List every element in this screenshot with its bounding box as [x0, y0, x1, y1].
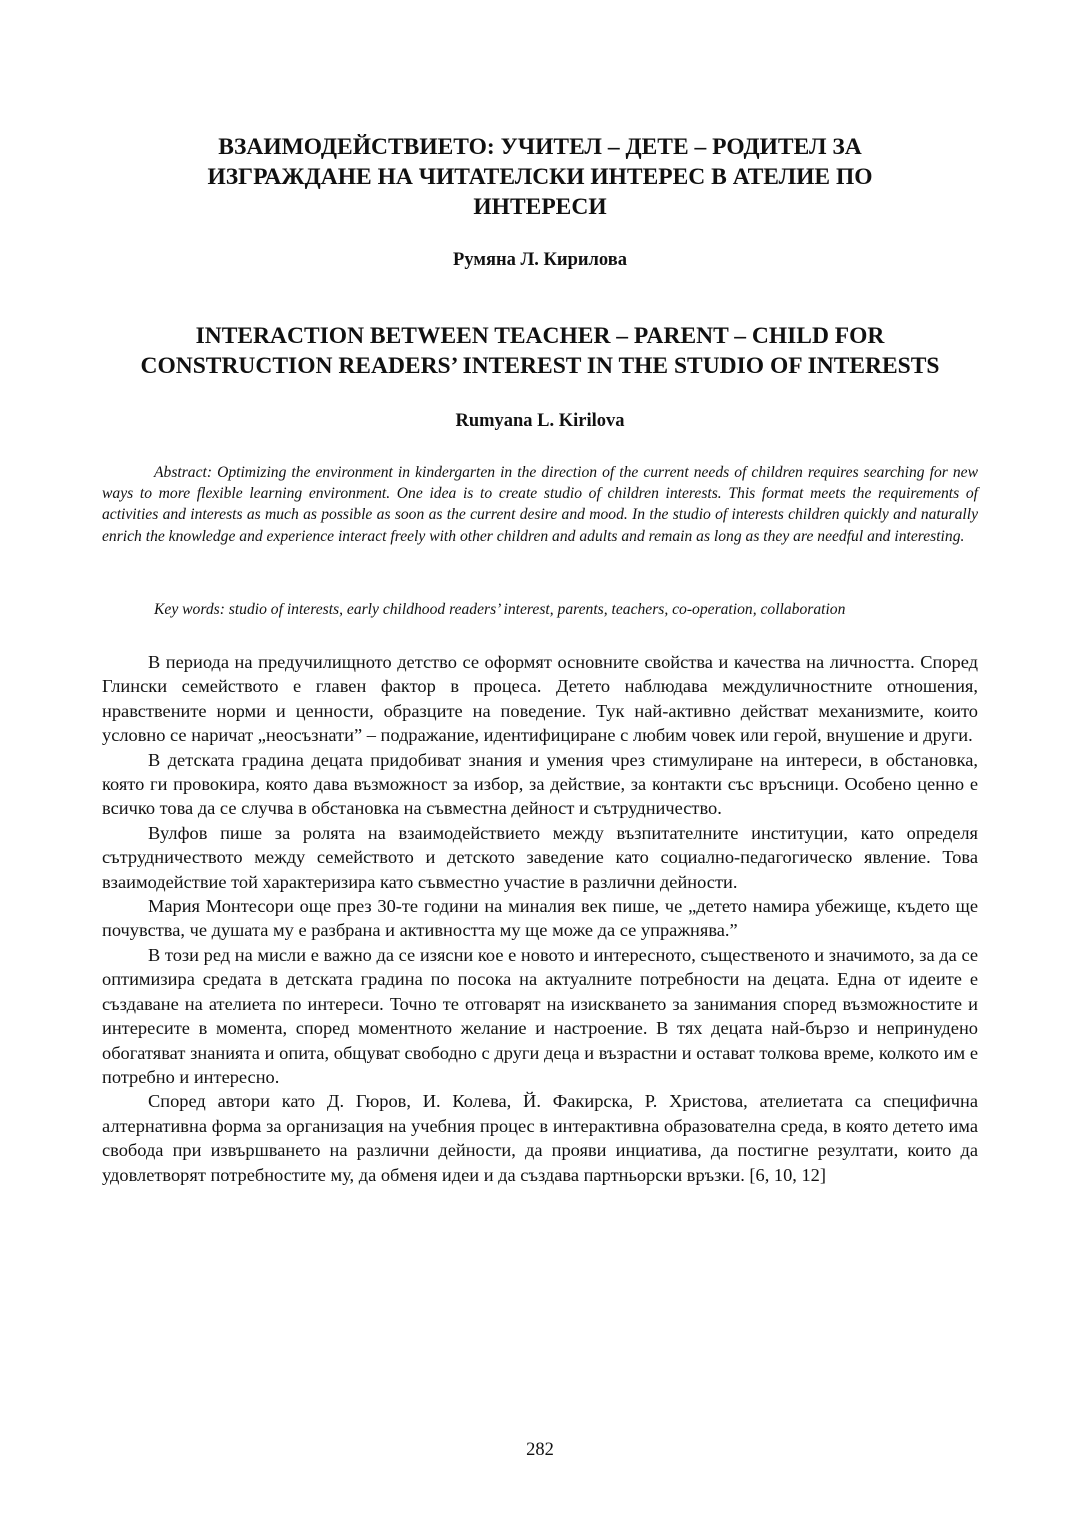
body-text: [102, 650, 978, 1187]
title-english: INTERACTION BETWEEN TEACHER – PARENT – CHILD FOR CONSTRUCTION READERS’ INTEREST IN THE STUDIO OF INTERESTS: [140, 323, 940, 379]
paragraph: В периода на предучилищното детство се оформят основните свойства и качества на личността. Според Глински семейството е главен фактор в процеса. Детето наблюдава междуличностните отношения, нравствените норми и ценности, образците на поведение. Тук най-активно действат механизмите, които условно се наричат „неосъзнати” – подражание, идентифициране с любим човек или герой, внушение и други.: [102, 652, 978, 746]
paragraph: В детската градина децата придобиват знания и умения чрез стимулиране на интереси, в обстановка, която ги провокира, която дава възможност за избор, за действие, за контакти със връсници. Особено ценно е всичко това да се случва в обстановка на съвместна дейност и сътрудничество.: [102, 749, 978, 819]
paragraph: В този ред на мисли е важно да се изясни кое е новото и интересното, същественото и значимото, за да се оптимизира средата в детската градина по посока на актуалните потребности на децата. Една от идеите е създаване на ателиета по интереси. Точно те отговарят на изискването за занимания според възможностите и интересите в момента, според моментното желание и настроение. В тях децата най-бързо и непринудено обогатяват знанията и опита, общуват свободно с други деца и възрастни и остават толкова време, колкото им е потребно и интересно.: [102, 944, 978, 1087]
title-bulgarian: ВЗАИМОДЕЙСТВИЕТО: УЧИТЕЛ – ДЕТЕ – РОДИТЕЛ ЗА ИЗГРАЖДАНЕ НА ЧИТАТЕЛСКИ ИНТЕРЕС В АТЕЛИЕ ПО ИНТЕРЕСИ: [207, 134, 873, 220]
abstract: Abstract: Optimizing the environment in kindergarten in the direction of the current needs of children requires searching for new ways to more flexible learning environment. One idea is to create studio of children interests. This format meets the requirements of activities and interests as much as possible as soon as the current desire and mood. In the studio of interests children quickly and naturally enrich the knowledge and experience interact freely with other children and adults and remain as long as they are needful and interesting.: [102, 464, 978, 545]
author-english: Rumyana L. Kirilova: [455, 411, 625, 431]
paragraph: Според автори като Д. Гюров, И. Колева, Й. Факирска, Р. Христова, ателиетата са специфична алтернативна форма за организация на учебния процес в интерактивна образователна среда, в която детето има свобода при извършването на различни дейности, да прояви инциатива, да постигне резултати, които да удовлетворят потребностите му, да обменя идеи и да създава партньорски връзки. [6, 10, 12]: [102, 1091, 978, 1185]
author-bulgarian: Румяна Л. Кирилова: [453, 250, 627, 270]
paragraph: Мария Монтесори още през 30-те години на миналия век пише, че „детето намира убежище, където ще почувства, че душата му е разбрана и активността му ще може да се упражнява.”: [102, 896, 978, 941]
page-number: 282: [526, 1440, 554, 1460]
keywords: Key words: studio of interests, early childhood readers’ interest, parents, teachers, co-operation, collaboration: [154, 601, 846, 618]
document-page: [102, 0, 978, 1528]
paragraph: Вулфов пише за ролята на взаимодействието между възпитателните институции, като определя сътрудничеството между семейството и детското заведение като социално-педагогическо явление. Това взаимодействие той характеризира като съвместно участие в различни дейности.: [102, 822, 978, 892]
